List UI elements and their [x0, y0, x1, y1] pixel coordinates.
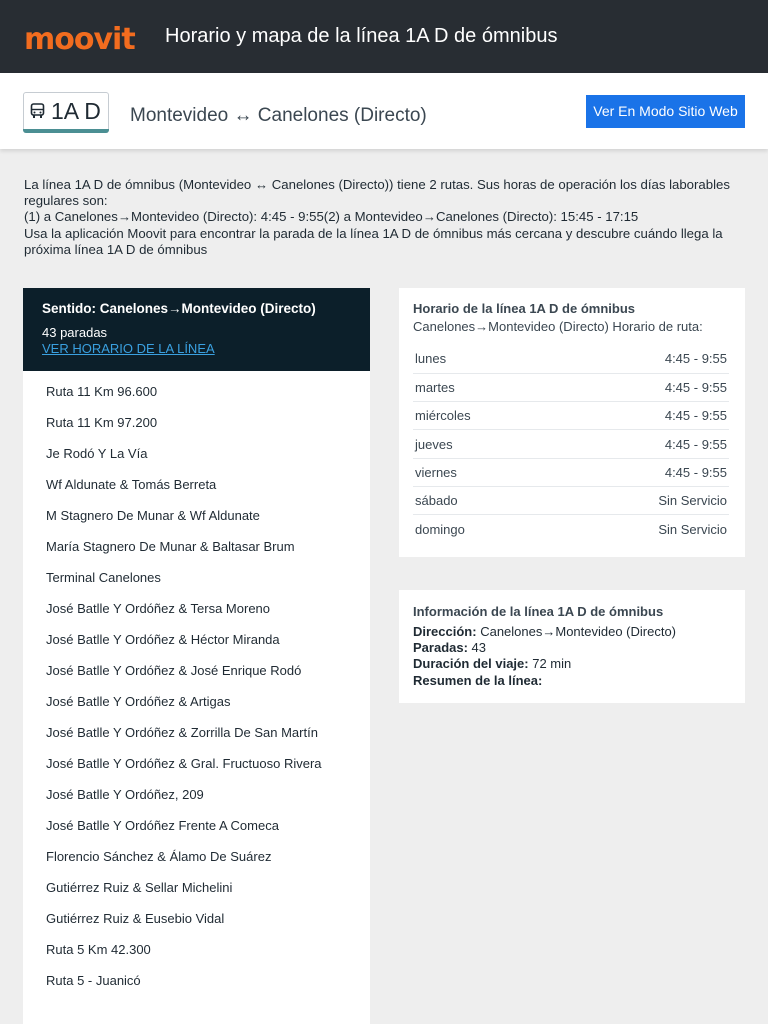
stop-item[interactable]: José Batlle Y Ordóñez & Gral. Fructuoso Rivera	[46, 756, 322, 771]
schedule-row	[413, 486, 729, 514]
stop-item[interactable]: Gutiérrez Ruiz & Sellar Michelini	[46, 880, 233, 895]
schedule-row	[413, 345, 729, 373]
moovit-logo[interactable]: moovit	[24, 21, 135, 57]
line-badge	[23, 92, 109, 133]
info-stops-value: 43	[471, 640, 487, 656]
stop-item[interactable]: Florencio Sánchez & Álamo De Suárez	[46, 849, 272, 864]
schedule-card	[399, 288, 745, 557]
schedule-time: Sin Servicio	[658, 521, 727, 537]
schedule-row	[413, 515, 729, 543]
stop-item[interactable]: José Batlle Y Ordóñez & José Enrique Rodó	[46, 663, 302, 678]
stop-item[interactable]: José Batlle Y Ordóñez & Zorrilla De San Martín	[46, 725, 318, 740]
stop-item[interactable]: José Batlle Y Ordóñez & Artigas	[46, 694, 231, 709]
direction-card	[23, 288, 370, 1024]
stop-item[interactable]: Ruta 11 Km 97.200	[46, 415, 158, 430]
schedule-day: viernes	[413, 458, 553, 486]
info-lines	[413, 624, 676, 689]
view-website-button[interactable]: Ver En Modo Sitio Web	[586, 95, 745, 128]
stop-item[interactable]: Terminal Canelones	[46, 570, 161, 585]
direction-stop-count: 43 paradas	[42, 325, 108, 340]
view-schedule-link[interactable]: VER HORARIO DE LA LÍNEA	[42, 341, 215, 356]
line-header	[0, 73, 768, 149]
info-summary-label: Resumen de la línea:	[413, 672, 543, 688]
stop-item[interactable]: M Stagnero De Munar & Wf Aldunate	[46, 508, 260, 523]
page-title: Horario y mapa de la línea 1A D de ómnibus	[165, 25, 558, 47]
bus-icon	[30, 103, 45, 119]
schedule-time: 4:45 - 9:55	[553, 430, 729, 458]
stop-item[interactable]: José Batlle Y Ordóñez & Tersa Moreno	[46, 601, 271, 616]
schedule-time: 4:45 - 9:55	[553, 345, 729, 373]
schedule-row	[413, 402, 729, 430]
info-direction-value: Canelones→Montevideo (Directo)	[480, 624, 677, 639]
info-duration-value: 72 min	[532, 656, 572, 672]
route-name: Montevideo ↔ Canelones (Directo)	[130, 105, 427, 126]
schedule-time: Sin Servicio	[553, 486, 729, 514]
stop-item[interactable]: José Batlle Y Ordóñez & Héctor Miranda	[46, 632, 280, 647]
stop-list	[46, 384, 322, 1004]
info-duration-label: Duración del viaje:	[413, 656, 529, 672]
stop-item[interactable]: Je Rodó Y La Vía	[46, 446, 148, 461]
line-badge-label: 1A D	[51, 98, 101, 124]
info-direction-label: Dirección:	[413, 624, 477, 639]
stop-item[interactable]: Ruta 5 Km 42.300	[46, 942, 151, 957]
schedule-table	[413, 345, 729, 543]
stop-item[interactable]: Wf Aldunate & Tomás Berreta	[46, 477, 217, 492]
stop-item[interactable]: Ruta 11 Km 96.600	[46, 384, 158, 399]
info-title: Información de la línea 1A D de ómnibus	[413, 604, 664, 619]
schedule-day: sábado	[413, 486, 553, 514]
schedule-time: 4:45 - 9:55	[553, 402, 729, 430]
schedule-day: domingo	[415, 521, 465, 537]
info-stops-label: Paradas:	[413, 640, 468, 656]
intro-line-2: (1) a Canelones→Montevideo (Directo): 4:45 - 9:55(2) a Montevideo→Canelones (Directo): 15:45 - 17:15	[24, 209, 639, 225]
schedule-subtitle: Canelones→Montevideo (Directo) Horario de ruta:	[413, 319, 703, 334]
stop-item[interactable]: Ruta 5 - Juanicó	[46, 973, 141, 988]
schedule-day: jueves	[413, 430, 553, 458]
top-bar	[0, 0, 768, 73]
stop-item[interactable]: Gutiérrez Ruiz & Eusebio Vidal	[46, 911, 225, 926]
schedule-title: Horario de la línea 1A D de ómnibus	[413, 301, 636, 316]
intro-text	[24, 177, 746, 258]
schedule-day: lunes	[413, 345, 553, 373]
schedule-row	[413, 373, 729, 401]
stop-item[interactable]: María Stagnero De Munar & Baltasar Brum	[46, 539, 295, 554]
schedule-row	[413, 430, 729, 458]
direction-header	[23, 288, 370, 371]
schedule-day: miércoles	[413, 402, 553, 430]
stop-item[interactable]: José Batlle Y Ordóñez, 209	[46, 787, 204, 802]
schedule-time: 4:45 - 9:55	[553, 373, 729, 401]
schedule-time: 4:45 - 9:55	[553, 458, 729, 486]
schedule-row	[413, 458, 729, 486]
line-info-card	[399, 590, 745, 703]
stop-item[interactable]: José Batlle Y Ordóñez Frente A Comeca	[46, 818, 279, 833]
intro-line-1: La línea 1A D de ómnibus (Montevideo ↔ Canelones (Directo)) tiene 2 rutas. Sus horas de operación los días laborables regulares son:	[24, 177, 730, 209]
schedule-day: martes	[413, 373, 553, 401]
direction-title: Sentido: Canelones→Montevideo (Directo)	[42, 301, 316, 316]
line-badge-color-bar	[23, 129, 109, 133]
intro-line-3: Usa la aplicación Moovit para encontrar la parada de la línea 1A D de ómnibus más cercana y descubre cuándo llega la próxima línea 1A D de ómnibus	[24, 225, 723, 257]
